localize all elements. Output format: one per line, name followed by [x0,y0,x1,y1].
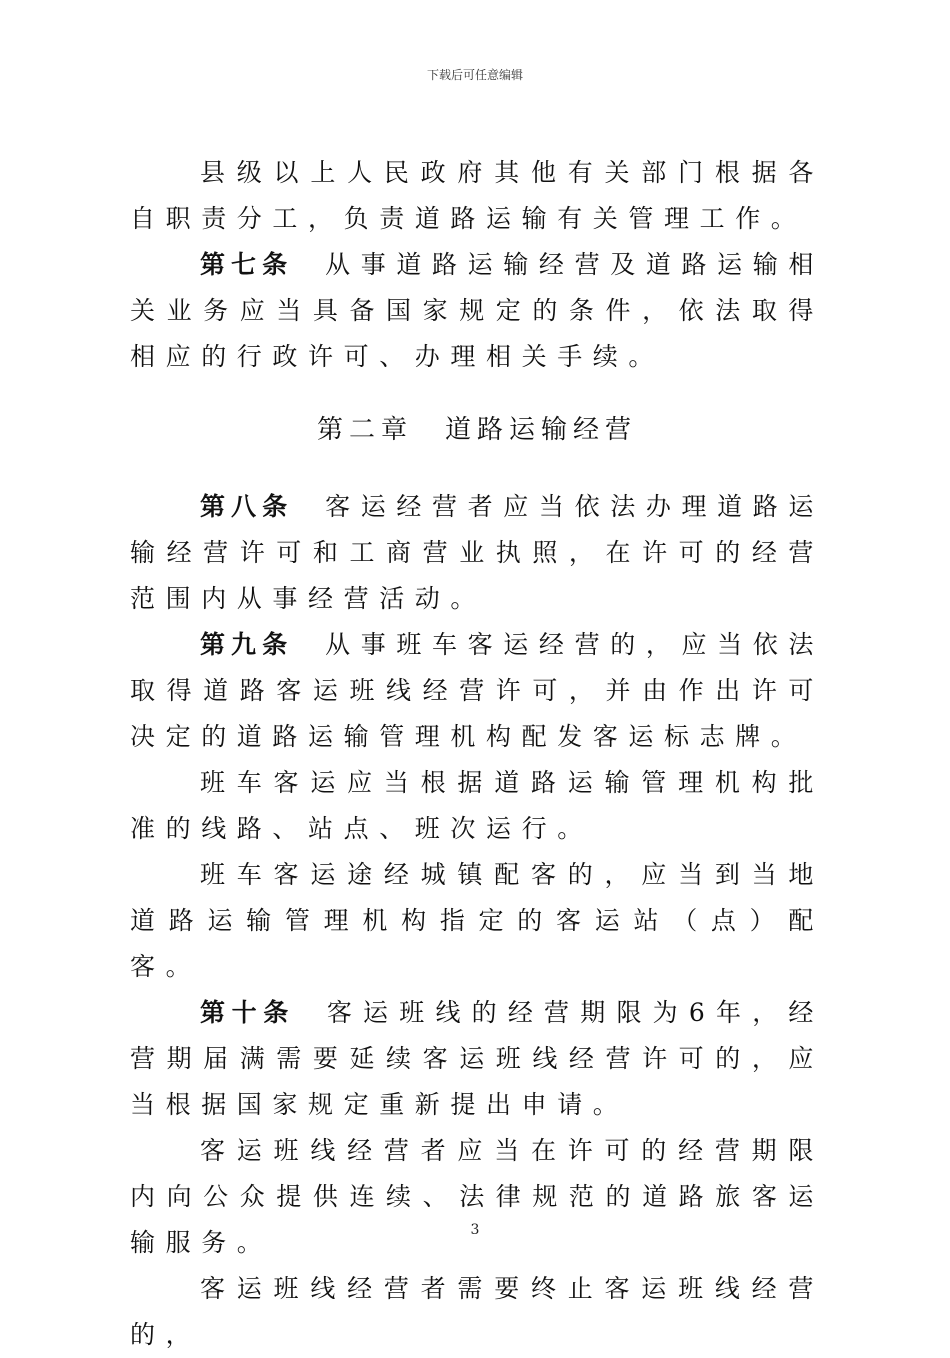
article-label: 第七条 [200,250,294,279]
chapter-title: 道路运输经营 [445,415,638,445]
article-text: 从事道路运输经营及道路运输相关业务应当具备国家规定的条件，依法取得相应的行政许可、办理相关手续。 [130,250,824,371]
page-header-note: 下载后可任意编辑 [426,68,523,82]
article-label: 第九条 [200,630,294,659]
article-label: 第十条 [200,998,295,1027]
article-9 [130,622,824,760]
article-text: 客运班线的经营期限为6年，经营期届满需要延续客运班线经营许可的，应当根据国家规定重新提出申请。 [130,998,824,1119]
paragraph-text: 客运班线经营者需要终止客运班线经营的， [130,1274,824,1349]
article-10 [130,990,824,1128]
chapter-number: 第二章 [316,415,413,445]
paragraph-terminate-service [130,1266,824,1358]
paragraph-town-pickup [130,852,824,990]
paragraph-text: 县级以上人民政府其他有关部门根据各自职责分工，负责道路运输有关管理工作。 [130,158,824,233]
article-text: 从事班车客运经营的，应当依法取得道路客运班线经营许可，并由作出许可决定的道路运输管理机构配发客运标志牌。 [130,630,824,751]
paragraph-text: 班车客运途经城镇配客的，应当到当地道路运输管理机构指定的客运站（点）配客。 [130,860,824,981]
paragraph-text: 客运班线经营者应当在许可的经营期限内向公众提供连续、法律规范的道路旅客运输服务。 [130,1136,824,1257]
paragraph-county-departments [130,150,824,242]
article-7 [130,242,824,380]
chapter-heading [130,410,824,450]
paragraph-continuous-service [130,1128,824,1266]
article-8 [130,484,824,622]
document-body [130,150,824,1358]
page-number: 3 [470,1222,480,1238]
article-label: 第八条 [200,492,294,521]
article-text: 客运经营者应当依法办理道路运输经营许可和工商营业执照，在许可的经营范围内从事经营活动。 [130,492,824,613]
paragraph-route-approval [130,760,824,852]
paragraph-text: 班车客运应当根据道路运输管理机构批准的线路、站点、班次运行。 [130,768,824,843]
